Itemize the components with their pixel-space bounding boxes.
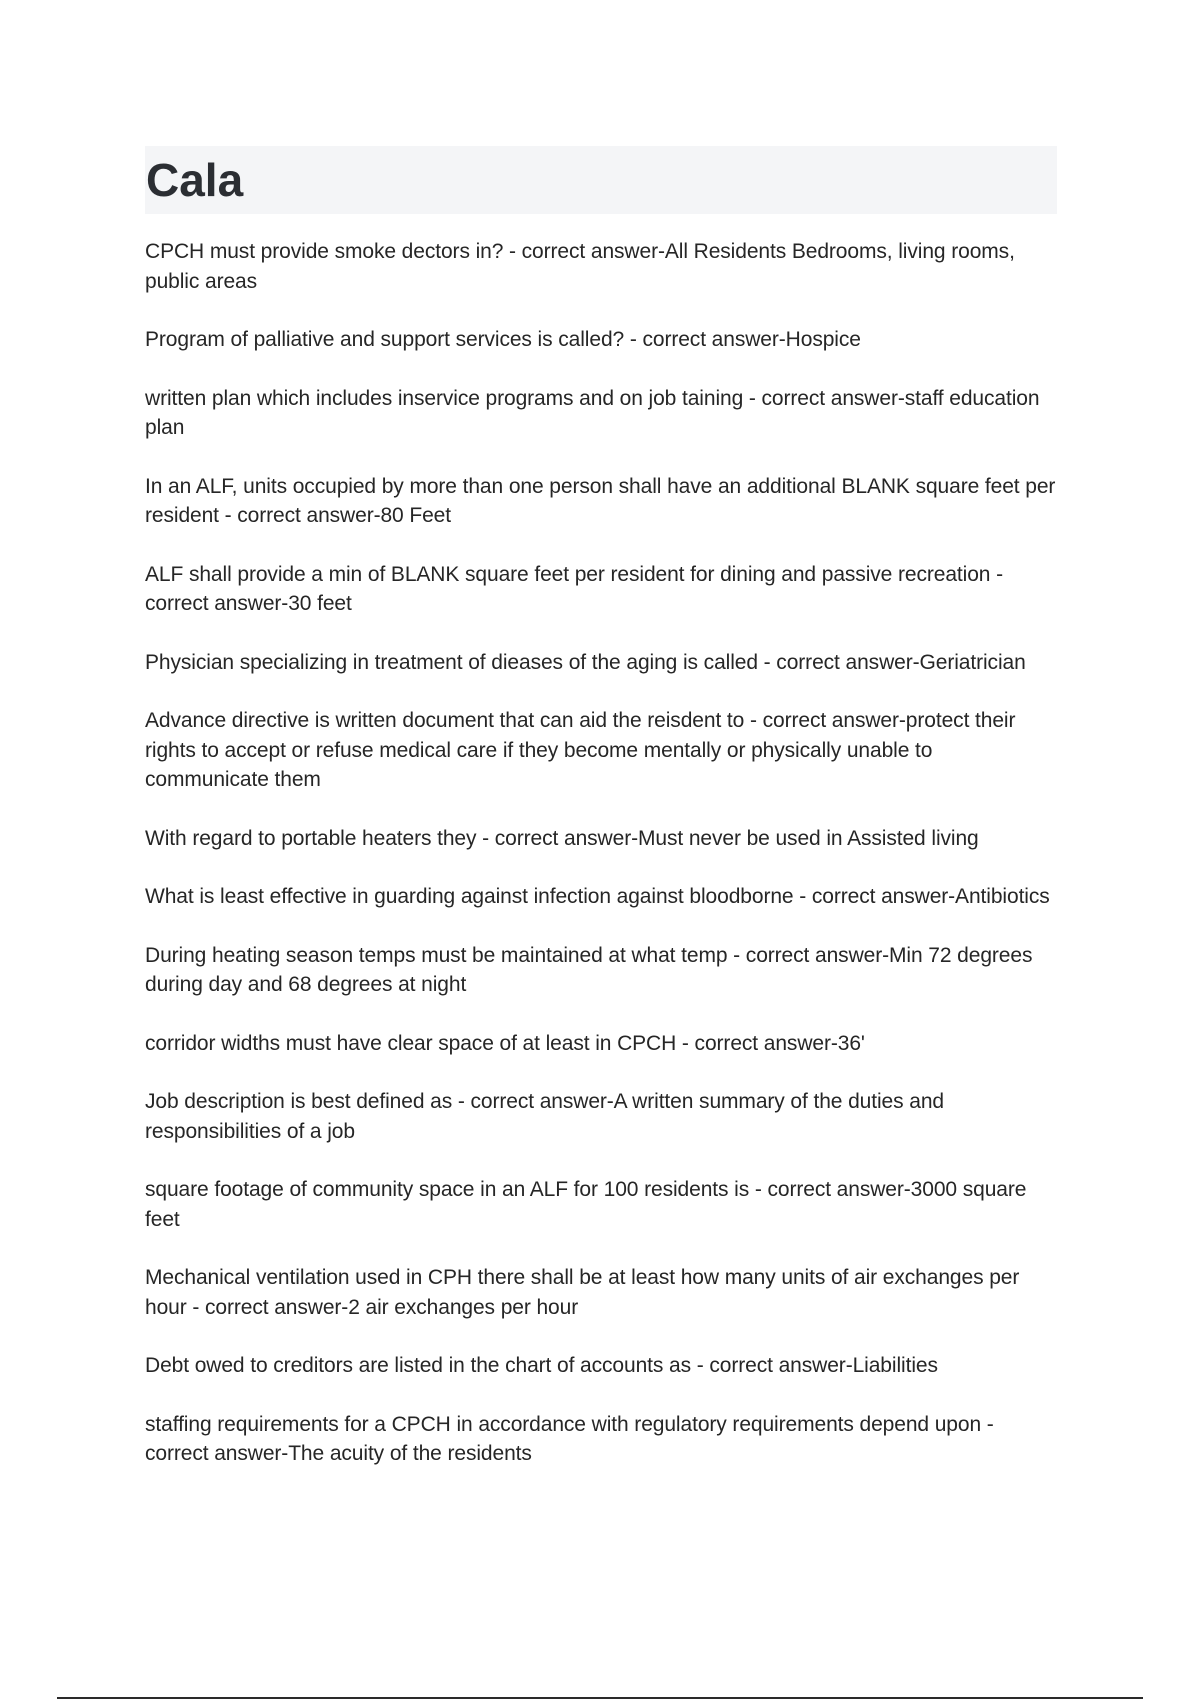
qa-item: Advance directive is written document that can aid the reisdent to - correct answer-protect their rights to accept or refuse medical care if they become mentally or physically unable to communicate them (145, 709, 1016, 791)
qa-item: square footage of community space in an ALF for 100 residents is - correct answer-3000 square feet (145, 1178, 1027, 1231)
page-title: Cala (146, 154, 244, 206)
qa-item: Job description is best defined as - correct answer-A written summary of the duties and responsibilities of a job (145, 1090, 945, 1143)
qa-item: Debt owed to creditors are listed in the chart of accounts as - correct answer-Liabilities (145, 1354, 938, 1377)
qa-item: CPCH must provide smoke dectors in? - correct answer-All Residents Bedrooms, living rooms, public areas (145, 240, 1015, 293)
qa-item: ALF shall provide a min of BLANK square feet per resident for dining and passive recreation - correct answer-30 feet (145, 562, 1003, 615)
qa-list (145, 237, 1057, 1498)
qa-item: Program of palliative and support services is called? - correct answer-Hospice (145, 328, 861, 351)
title-banner (145, 146, 1057, 214)
qa-item: corridor widths must have clear space of at least in CPCH - correct answer-36' (145, 1031, 865, 1055)
qa-item: staffing requirements for a CPCH in accordance with regulatory requirements depend upon - correct answer-The acuity of the residents (145, 1412, 994, 1465)
qa-item: In an ALF, units occupied by more than one person shall have an additional BLANK square feet per resident - correct answer-80 Feet (145, 474, 1056, 527)
qa-item: Mechanical ventilation used in CPH there shall be at least how many units of air exchanges per hour - correct answer-2 air exchanges per hour (145, 1266, 1020, 1319)
qa-item: What is least effective in guarding against infection against bloodborne - correct answer-Antibiotics (145, 885, 1050, 908)
qa-item: written plan which includes inservice programs and on job taining - correct answer-staff education plan (145, 386, 1040, 439)
qa-item: Physician specializing in treatment of dieases of the aging is called - correct answer-Geriatrician (145, 650, 1026, 674)
qa-item: With regard to portable heaters they - correct answer-Must never be used in Assisted living (145, 826, 979, 850)
qa-item: During heating season temps must be maintained at what temp - correct answer-Min 72 degrees during day and 68 degrees at night (145, 943, 1033, 996)
footer-divider (57, 1697, 1143, 1699)
